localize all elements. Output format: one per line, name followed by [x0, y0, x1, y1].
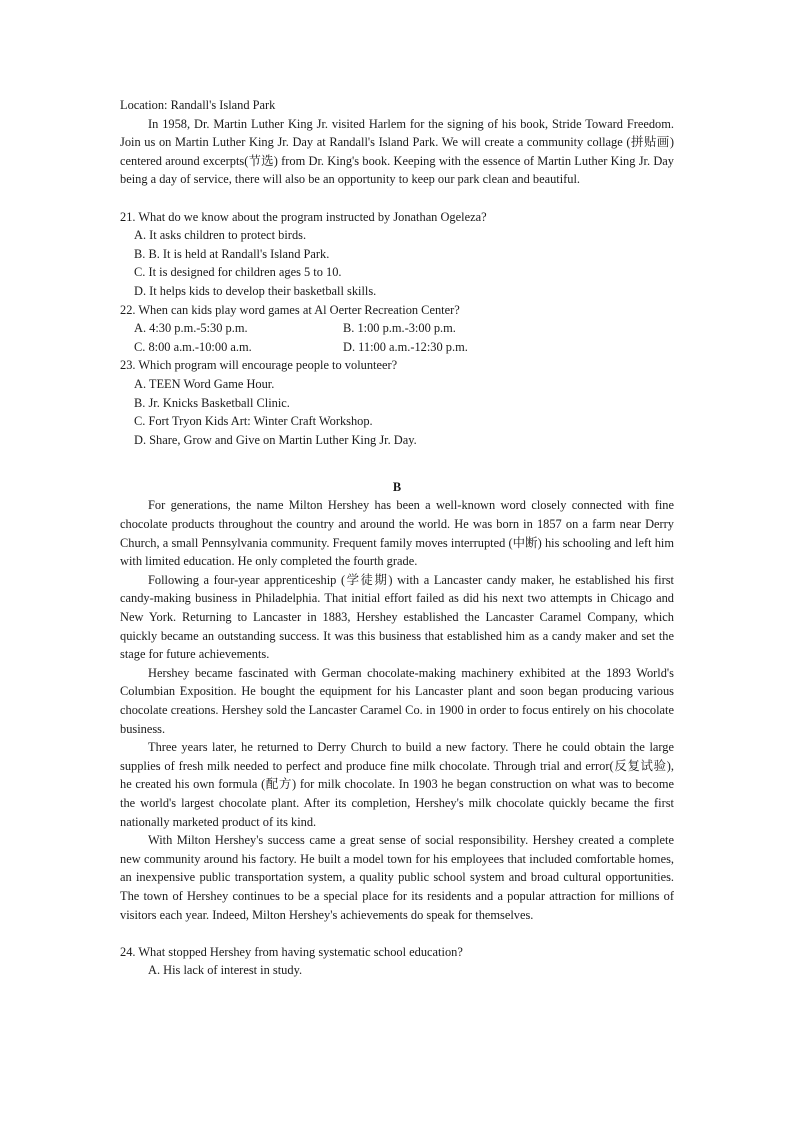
question-21-option-a: A. It asks children to protect birds.	[134, 228, 307, 243]
hershey-paragraph-1: For generations, the name Milton Hershey has been a well-known word closely connected with fine chocolate products throughout the country and around the world. He was born in 1857 on a farm near Derry Church, a small Pennsylvania community. Frequent family moves interrupted (中断) his schooling and left him with limited education. He only completed the fourth grade.	[120, 498, 674, 569]
question-24-stem: 24. What stopped Hershey from having systematic school education?	[120, 944, 463, 959]
hershey-paragraph-5: With Milton Hershey's success came a great sense of social responsibility. Hershey created a complete new community around his factory. He built a model town for his employees that included comfortable homes, an inexpensive public transportation system, a quality public school system and broad cultural opportunities. The town of Hershey continues to be a special place for its residents and a popular attraction for millions of visitors each year. Indeed, Milton Hershey's achievements do speak for themselves.	[120, 833, 674, 922]
location-line: Location: Randall's Island Park	[120, 98, 276, 112]
spacer	[120, 189, 674, 208]
hershey-paragraph-3: Hershey became fascinated with German chocolate-making machinery exhibited at the 1893 World's Columbian Exposition. He bought the equipment for his Lancaster plant and soon began producing various chocolate creations. Hershey sold the Lancaster Caramel Co. in 1900 in order to focus entirely on his chocolate business.	[120, 665, 674, 736]
question-21-option-c: C. It is designed for children ages 5 to 10.	[134, 265, 342, 280]
question-21-option-d: D. It helps kids to develop their basketball skills.	[134, 283, 377, 298]
question-23-stem: 23. Which program will encourage people to volunteer?	[120, 358, 398, 373]
question-21-stem: 21. What do we know about the program instructed by Jonathan Ogeleza?	[120, 209, 487, 224]
question-22-options-row-2	[120, 338, 674, 357]
mlk-paragraph: In 1958, Dr. Martin Luther King Jr. visited Harlem for the signing of his book, Stride Toward Freedom. Join us on Martin Luther King Jr. Day at Randall's Island Park. We will create a community collage (拼贴画) centered around excerpts(节选) from Dr. King's book. Keeping with the essence of Martin Luther King Jr. Day being a day of service, there will also be an opportunity to keep our park clean and beautiful.	[120, 116, 674, 187]
question-21-option-b: B. B. It is held at Randall's Island Park.	[134, 246, 330, 261]
question-23-option-a: A. TEEN Word Game Hour.	[134, 376, 275, 391]
question-23-option-b: B. Jr. Knicks Basketball Clinic.	[134, 395, 290, 410]
spacer	[120, 449, 674, 468]
question-22-options-row-1	[120, 319, 674, 338]
question-22-option-d: D. 11:00 a.m.-12:30 p.m.	[343, 339, 468, 354]
section-b-heading: B	[392, 479, 402, 494]
document-page	[120, 96, 674, 980]
question-23-option-d: D. Share, Grow and Give on Martin Luther King Jr. Day.	[134, 432, 417, 447]
question-22-option-c: C. 8:00 a.m.-10:00 a.m.	[134, 339, 252, 354]
question-22-stem: 22. When can kids play word games at Al Oerter Recreation Center?	[120, 302, 460, 317]
question-22-option-b: B. 1:00 p.m.-3:00 p.m.	[343, 321, 456, 336]
hershey-paragraph-2: Following a four-year apprenticeship (学徒期) with a Lancaster candy maker, he established his first candy-making business in Philadelphia. That initial effort failed as did his next two attempts in Chicago and New York. Returning to Lancaster in 1883, Hershey established the Lancaster Caramel Company, which quickly became an outstanding success. It was this business that established him as a candy maker and set the stage for future achievements.	[120, 572, 674, 662]
hershey-paragraph-4: Three years later, he returned to Derry Church to build a new factory. There he could obtain the large supplies of fresh milk needed to perfect and produce fine milk chocolate. Through trial and error(反复试验), he created his own formula (配方) for milk chocolate. In 1903 he began construction on what was to become the world's largest chocolate plant. After its completion, Hershey's milk chocolate quickly became the first nationally marketed product of its kind.	[120, 740, 674, 829]
question-24-option-a: A. His lack of interest in study.	[148, 963, 303, 978]
spacer	[120, 924, 674, 943]
question-23-option-c: C. Fort Tryon Kids Art: Winter Craft Workshop.	[134, 414, 373, 429]
question-22-option-a: A. 4:30 p.m.-5:30 p.m.	[134, 321, 248, 336]
